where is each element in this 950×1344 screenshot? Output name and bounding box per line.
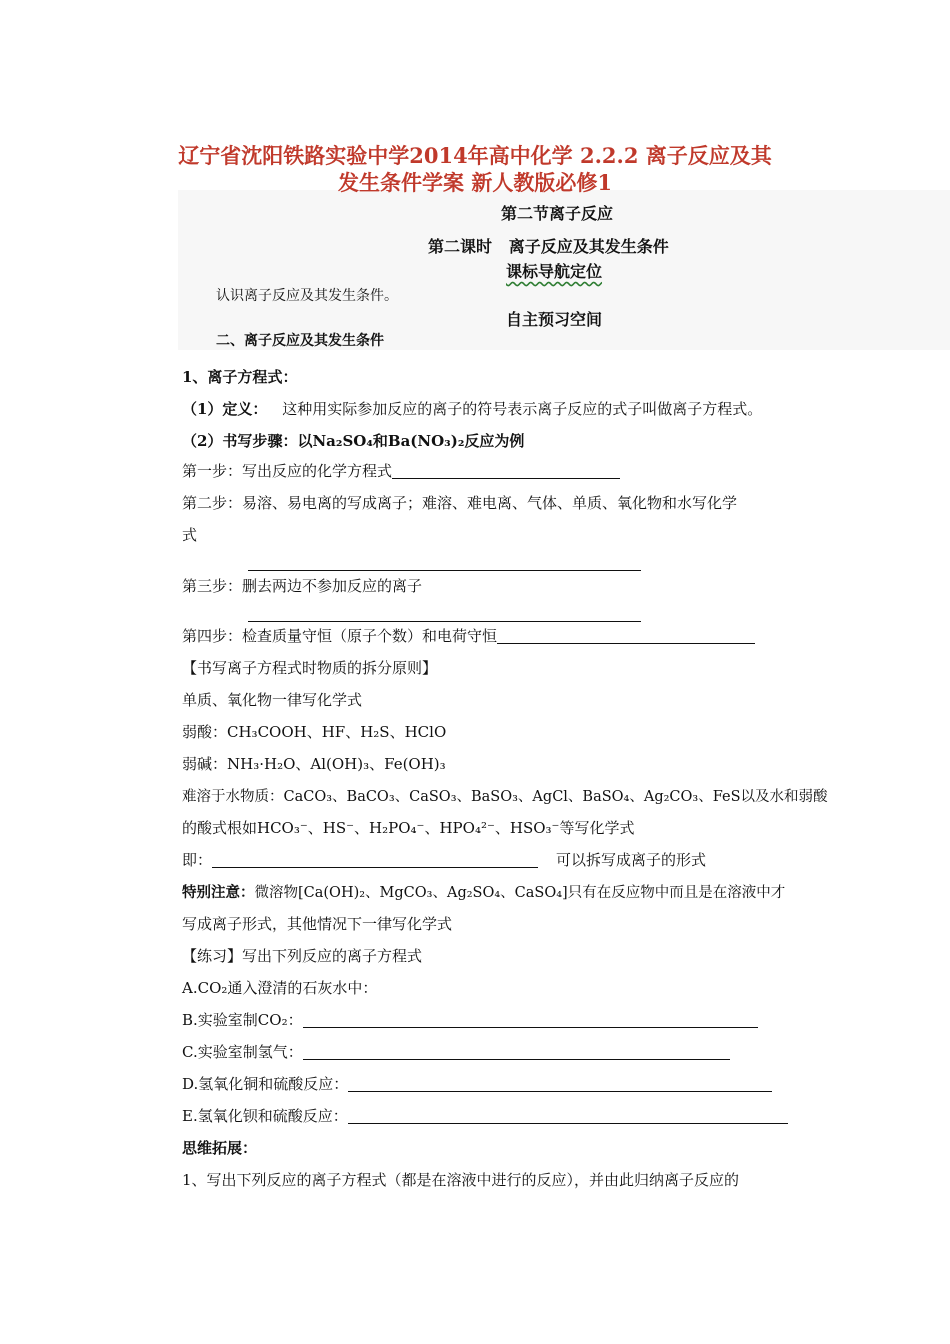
step-1 (182, 460, 620, 481)
steps-label: （2）书写步骤：以Na₂SO₄和Ba(NO₃)₂反应为例 (182, 432, 525, 450)
ji-label: 即： (182, 851, 213, 869)
step-4-text: 第四步：检查质量守恒（原子个数）和电荷守恒 (182, 627, 498, 645)
step-2-line2: 式 (182, 526, 198, 544)
step-4 (182, 625, 755, 646)
practice-e (182, 1105, 788, 1126)
lesson-topic: 离子反应及其发生条件 (508, 237, 669, 256)
guide-title-text: 课标导航定位 (506, 262, 603, 281)
guide-title (506, 259, 602, 282)
note-label: 特别注意： (182, 884, 255, 901)
blank-practice-e[interactable] (348, 1109, 788, 1124)
step-2-line1: 第二步：易溶、易电离的写成离子；难溶、难电离、气体、单质、氧化物和水写化学 (182, 494, 738, 512)
rule-2: 弱酸：CH₃COOH、HF、H₂S、HClO (182, 723, 447, 741)
blank-step-3[interactable] (248, 621, 641, 622)
note-text-a: 微溶物[Ca(OH)₂、MgCO₃、Ag₂SO₄、CaSO₄]只有在反应物中而且是在溶液中才 (254, 885, 786, 901)
ji-line (182, 849, 706, 870)
rule-title: 【书写离子方程式时物质的拆分原则】 (182, 659, 438, 677)
section-title: 第二节离子反应 (500, 204, 613, 223)
practice-e-text: E.氢氧化钡和硫酸反应： (182, 1107, 348, 1125)
document-title-line2: 发生条件学案 新人教版必修1 (338, 170, 612, 195)
note-line1 (182, 881, 785, 902)
lesson-number: 第二课时 (428, 237, 493, 256)
extension-title: 思维拓展： (182, 1139, 258, 1157)
extension-1: 1、写出下列反应的离子方程式（都是在溶液中进行的反应），并由此归纳离子反应的 (182, 1171, 740, 1189)
rule-4-line2: 的酸式根如HCO₃⁻、HS⁻、H₂PO₄⁻、HPO₄²⁻、HSO₃⁻等写化学式 (182, 819, 635, 837)
step-1-text: 第一步：写出反应的化学方程式 (182, 462, 393, 480)
practice-b (182, 1009, 758, 1030)
section-1-heading: 1、离子方程式： (182, 368, 298, 386)
ji-tail: 可以拆写成离子的形式 (556, 851, 707, 869)
practice-c (182, 1041, 730, 1062)
blank-practice-c[interactable] (303, 1045, 730, 1060)
practice-c-text: C.实验室制氢气： (182, 1043, 303, 1061)
document-title-line1: 辽宁省沈阳铁路实验中学2014年高中化学 2.2.2 离子反应及其 (178, 143, 772, 168)
lesson-title (428, 234, 669, 257)
blank-practice-b[interactable] (303, 1013, 758, 1028)
practice-d-text: D.氢氧化铜和硫酸反应： (182, 1075, 349, 1093)
blank-practice-d[interactable] (348, 1077, 772, 1092)
practice-a: A.CO₂通入澄清的石灰水中： (182, 979, 378, 997)
rule-1: 单质、氧化物一律写化学式 (182, 691, 363, 709)
practice-d (182, 1073, 772, 1094)
definition (182, 398, 762, 419)
blank-step-1[interactable] (392, 464, 620, 479)
subhead: 二、离子反应及其发生条件 (216, 333, 384, 349)
blank-ji[interactable] (212, 853, 538, 868)
blank-step-2[interactable] (248, 570, 641, 571)
rule-3: 弱碱：NH₃·H₂O、Al(OH)₃、Fe(OH)₃ (182, 755, 446, 773)
step-3: 第三步：删去两边不参加反应的离子 (182, 577, 423, 595)
practice-b-text: B.实验室制CO₂： (182, 1011, 303, 1029)
rule-4-line1: 难溶于水物质：CaCO₃、BaCO₃、CaSO₃、BaSO₃、AgCl、BaSO₄、Ag₂CO₃、FeS以及水和弱酸 (182, 789, 828, 805)
preview-title: 自主预习空间 (506, 310, 603, 329)
note-line2: 写成离子形式，其他情况下一律写化学式 (182, 915, 453, 933)
definition-label: （1）定义： (182, 400, 268, 418)
guide-text: 认识离子反应及其发生条件。 (216, 288, 398, 304)
blank-step-4[interactable] (497, 629, 755, 644)
practice-title: 【练习】写出下列反应的离子方程式 (182, 947, 423, 965)
definition-text: 这种用实际参加反应的离子的符号表示离子反应的式子叫做离子方程式。 (282, 400, 763, 418)
